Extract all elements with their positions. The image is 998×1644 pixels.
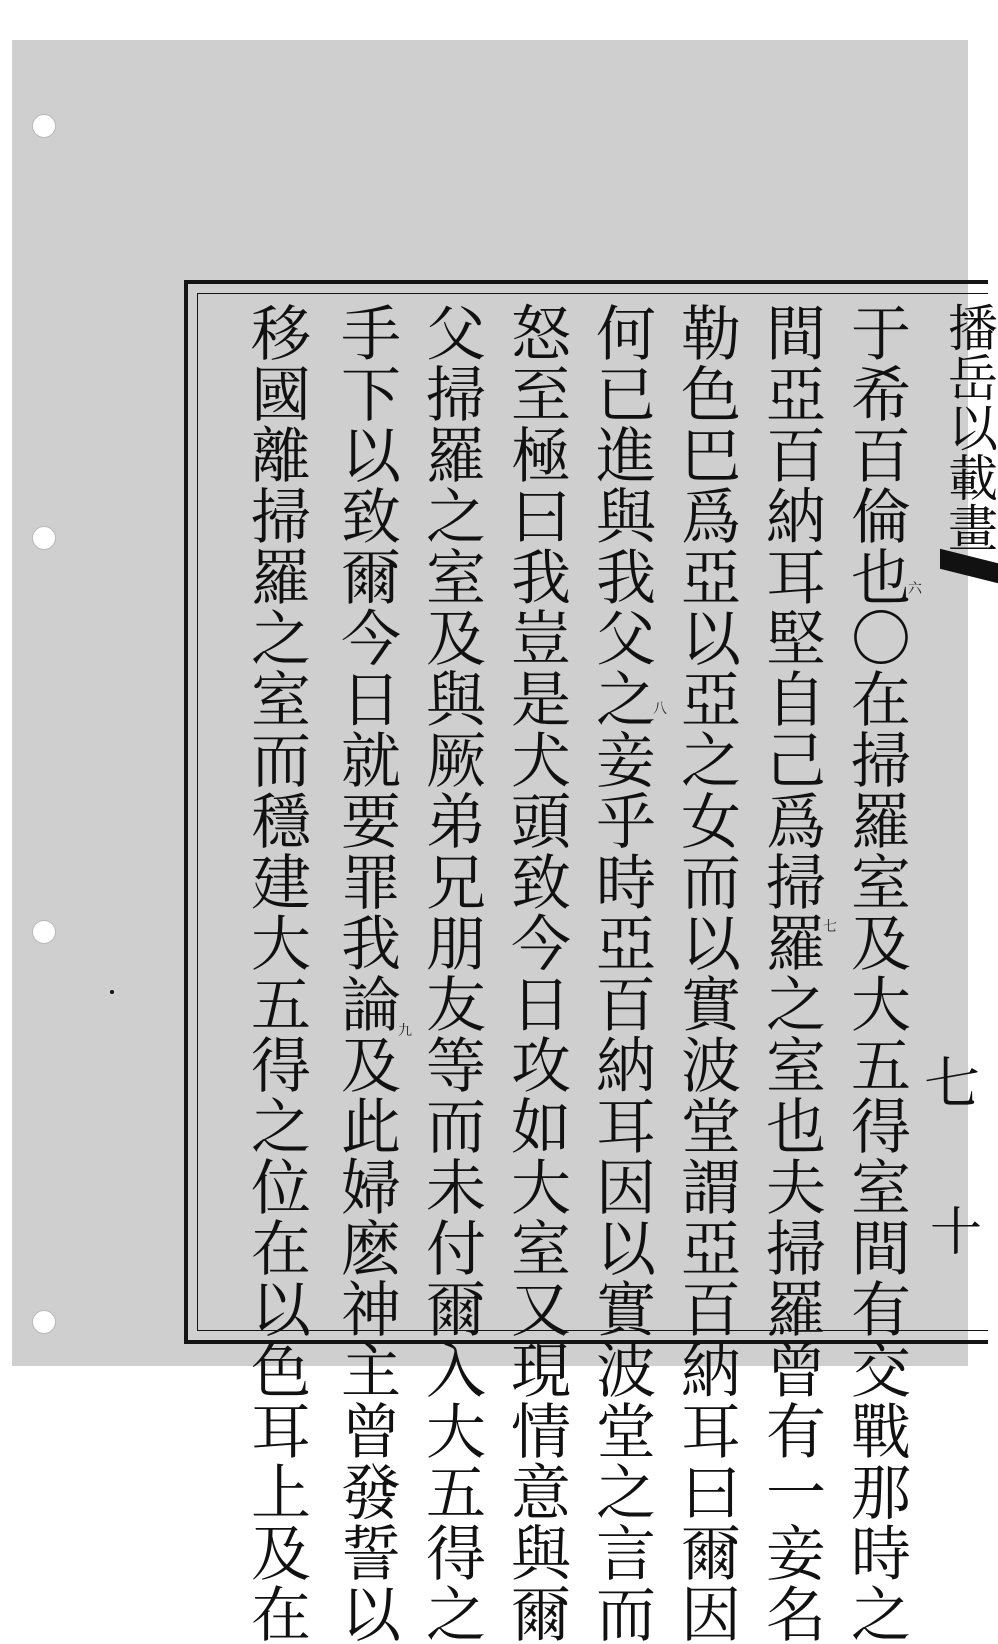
dust-speck [110, 990, 114, 994]
text-column-1: 于希百倫也〇在掃羅室及大五得室間有交戰那時之 [841, 302, 911, 1644]
inner-border [197, 293, 998, 1644]
fish-tail-mark [940, 549, 998, 583]
binder-hole-3 [32, 920, 56, 944]
text-column-5: 怒至極曰我豈是犬頭致今日攻如大室又現情意與爾 [501, 302, 571, 1644]
text-column-8: 移國離掃羅之室而穩建大五得之位在以色耳上及在 [241, 302, 311, 1644]
text-column-2: 間亞百納耳堅自己爲掃羅之室也夫掃羅曾有一妾名 [756, 302, 826, 1644]
text-column-7: 手下以致爾今日就要罪我論及此婦麽神主曾發誓以 [331, 302, 401, 1644]
text-column-4: 何已進與我父之妾乎時亞百納耳因以實波堂之言而 [586, 302, 656, 1644]
scanned-page [12, 40, 998, 1644]
binder-hole-1 [32, 114, 56, 138]
folio-number: 七 [924, 1052, 980, 1117]
running-title: 播岳以載畫 [940, 302, 998, 552]
text-column-3: 勒色巴爲亞以亞之女而以實波堂謂亞百納耳曰爾因 [671, 302, 741, 1644]
binder-hole-2 [32, 526, 56, 550]
annotation-7: 七 [823, 919, 837, 935]
binder-hole-4 [32, 1310, 56, 1334]
edge-character: 十 [930, 1203, 983, 1263]
annotation-8: 八 [653, 701, 667, 717]
text-column-6: 父掃羅之室及與厥弟兄朋友等而未付爾入大五得之 [416, 302, 486, 1644]
annotation-6: 六 [908, 581, 922, 597]
text-frame [184, 280, 998, 1644]
annotation-9: 九 [398, 1023, 412, 1039]
